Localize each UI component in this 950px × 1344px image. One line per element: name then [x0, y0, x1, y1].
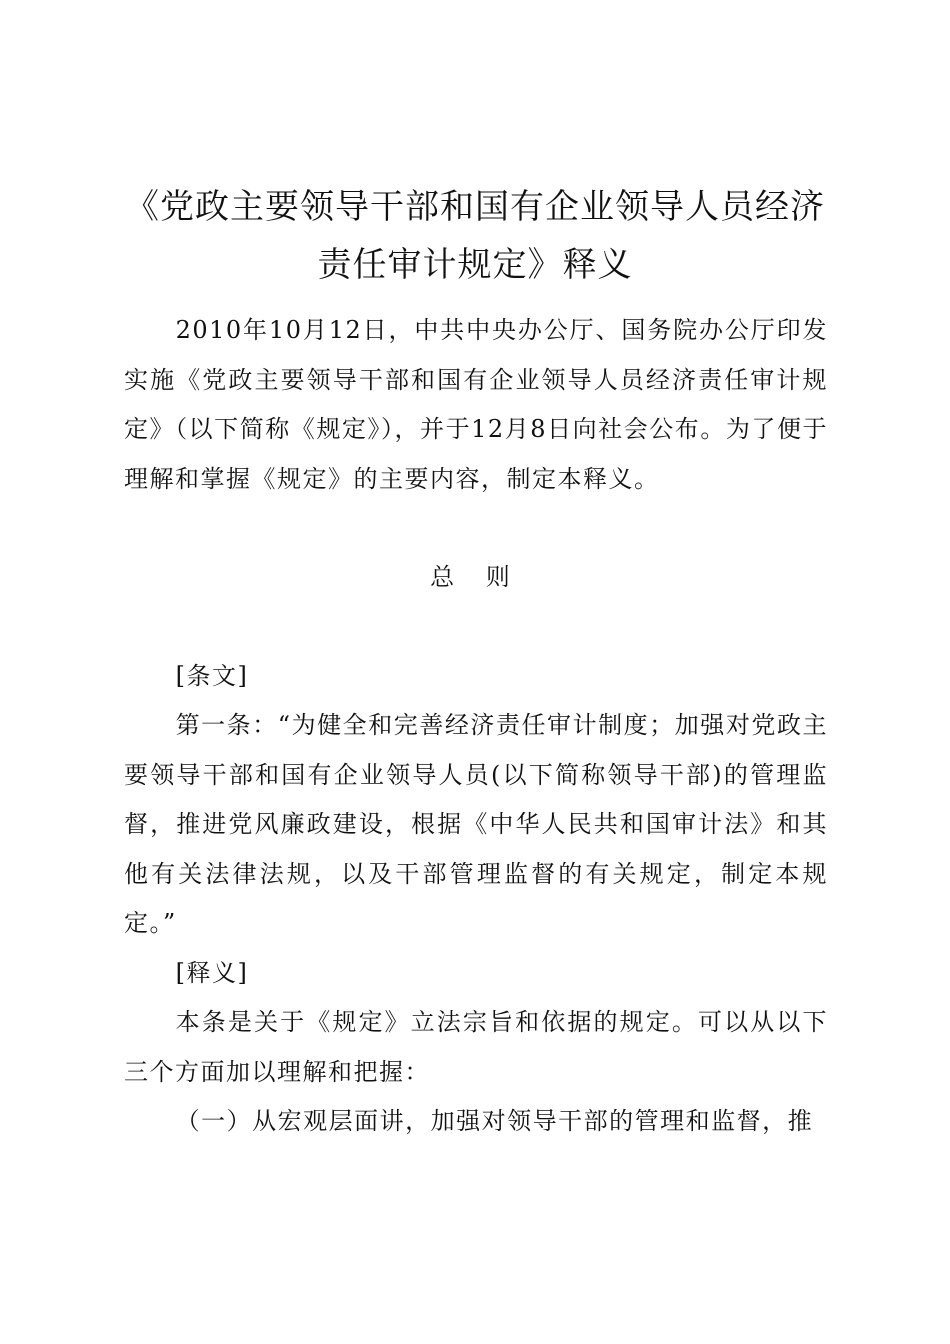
intro-paragraph: 2010年10月12日，中共中央办公厅、国务院办公厅印发实施《党政主要领导干部和国有企业领导人员经济责任审计规定》（以下简称《规定》），并于12月8日向社会公布。为了便于理解和掌握《规定》的主要内容，制定本释义。 [124, 316, 828, 493]
title-line-1: 《党政主要领导干部和国有企业领导人员经济 [125, 187, 825, 227]
interpretation-paragraph: 本条是关于《规定》立法宗旨和依据的规定。可以从以下三个方面加以理解和把握： [124, 1008, 828, 1086]
section-heading: 总 则 [430, 563, 522, 591]
article-1-paragraph: 第一条：“为健全和完善经济责任审计制度；加强对党政主要领导干部和国有企业领导人员(以下简称领导干部)的管理监督，推进党风廉政建设，根据《中华人民共和国审计法》和其他有关法律法规，以及干部管理监督的有关规定，制定本规定。” [124, 711, 828, 937]
article-tag: [条文] [175, 661, 249, 690]
interpretation-tag: [释义] [175, 958, 249, 987]
title-line-2: 责任审计规定》释义 [317, 245, 633, 285]
document-title [120, 178, 830, 294]
point-1-paragraph: （一）从宏观层面讲，加强对领导干部的管理和监督，推 [175, 1107, 814, 1135]
document-body [124, 306, 828, 1147]
